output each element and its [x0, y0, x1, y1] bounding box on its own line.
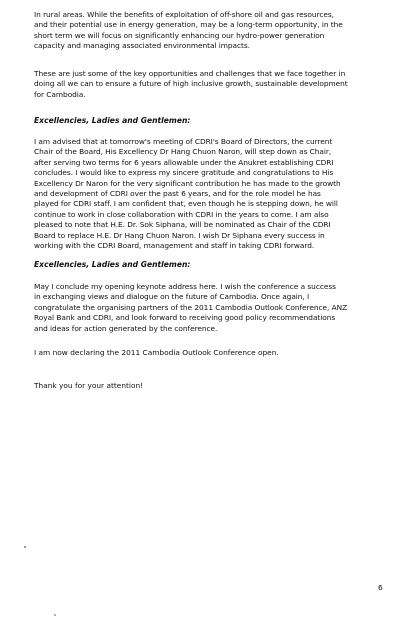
text-line: doing all we can to ensure a future of high inclusive growth, sustainable development [34, 79, 348, 89]
page-number: 6 [378, 583, 383, 592]
text-line: short term we will focus on significantly enhancing our hydro-power generation [34, 30, 325, 40]
text-line: concludes. I would like to express my sincere gratitude and congratulations to His [34, 168, 334, 178]
text-line: These are just some of the key opportunities and challenges that we face together in [34, 69, 346, 78]
text-line: and development of CDRI over the past 6 years, and for the role model he has [34, 189, 321, 199]
text-line: played for CDRI staff. I am confident that, even though he is stepping down, he will [34, 199, 338, 209]
declaration-text: I am now declaring the 2011 Cambodia Outlook Conference open. [34, 348, 279, 357]
text-line: Chair of the Board, His Excellency Dr Hang Chuon Naron, will step down as Chair, [34, 147, 332, 157]
text-line: for Cambodia. [34, 89, 86, 99]
text-line: I am advised that at tomorrow's meeting of CDRI's Board of Directors, the current [34, 137, 333, 146]
text-line: congratulate the organising partners of the 2011 Cambodia Outlook Conference, ANZ [34, 302, 348, 312]
text-line: pleased to note that H.E. Dr. Sok Siphana, will be nominated as Chair of the CDRI [34, 220, 331, 230]
paragraph-opportunities [34, 69, 388, 100]
scan-speck [24, 546, 26, 548]
text-line: In rural areas. While the benefits of exploitation of off-shore oil and gas resources, [34, 10, 334, 19]
text-line: Royal Bank and CDRI, and look forward to receiving good policy recommendations [34, 313, 336, 323]
text-line: continue to work in close collaboration with CDRI in the years to come. I am also [34, 209, 329, 219]
text-line: after serving two terms for 6 years allowable under the Anukret establishing CDRI [34, 157, 334, 167]
paragraph-rural-areas [34, 10, 388, 52]
paragraph-conclusion [34, 282, 388, 334]
paragraph-board-chair [34, 137, 388, 251]
scan-speck [54, 614, 56, 616]
text-line: working with the CDRI Board, management and staff in taking CDRI forward. [34, 241, 315, 251]
text-line: Board to replace H.E. Dr Hang Chuon Naron. I wish Dr Siphana every success in [34, 230, 325, 240]
text-line: and their potential use in energy generation, may be a long-term opportunity, in the [34, 20, 343, 30]
text-line: in exchanging views and dialogue on the future of Cambodia. Once again, I [34, 292, 310, 302]
text-line: capacity and managing associated environmental impacts. [34, 41, 250, 51]
closing-thanks: Thank you for your attention! [34, 381, 144, 390]
section-heading: Excellencies, Ladies and Gentlemen: [34, 116, 191, 125]
section-heading: Excellencies, Ladies and Gentlemen: [34, 260, 191, 269]
text-line: Excellency Dr Naron for the very significant contribution he has made to the growth [34, 178, 341, 188]
text-line: May I conclude my opening keynote address here. I wish the conference a success [34, 282, 336, 291]
text-line: and ideas for action generated by the conference. [34, 323, 218, 333]
